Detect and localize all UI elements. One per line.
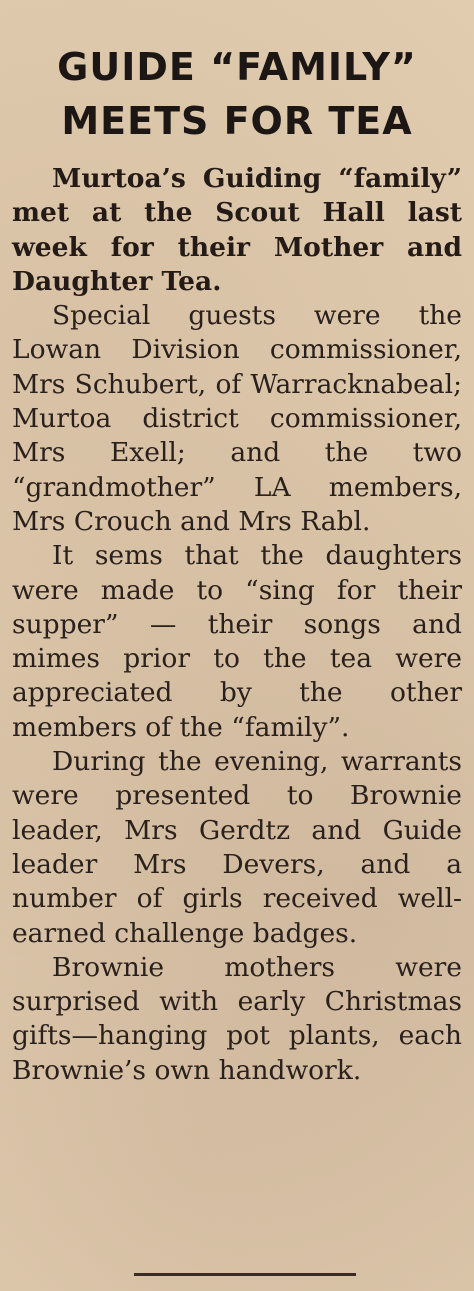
paragraph-intro: Murtoa’s Guiding “family” met at the Scout Hall last week for their Mother and Daughter Tea. (12, 163, 462, 297)
headline (12, 0, 462, 148)
end-rule (134, 1273, 356, 1276)
headline-line-1: GUIDE “FAMILY” (57, 45, 417, 89)
paragraph-warrants: During the evening, warrants were presented to Brownie leader, Mrs Gerdtz and Guide leader Mrs Devers, and a number of girls received well-earned challenge badges. (12, 746, 462, 949)
article-body (12, 162, 462, 1088)
paragraph-special-guests: Special guests were the Lowan Division commissioner, Mrs Schubert, of Warracknabeal; Murtoa district commissioner, Mrs Exell; and the two “grandmother” LA members, Mrs Crouch and Mrs Rabl. (12, 300, 462, 537)
paragraph-gifts: Brownie mothers were surprised with early Christmas gifts—hanging pot plants, each Brownie’s own handwork. (12, 951, 462, 1086)
headline-line-2: MEETS FOR TEA (61, 99, 413, 143)
paragraph-songs: It sems that the daughters were made to “sing for their supper” — their songs and mimes prior to the tea were appreciated by the other members of the “family”. (12, 540, 462, 743)
